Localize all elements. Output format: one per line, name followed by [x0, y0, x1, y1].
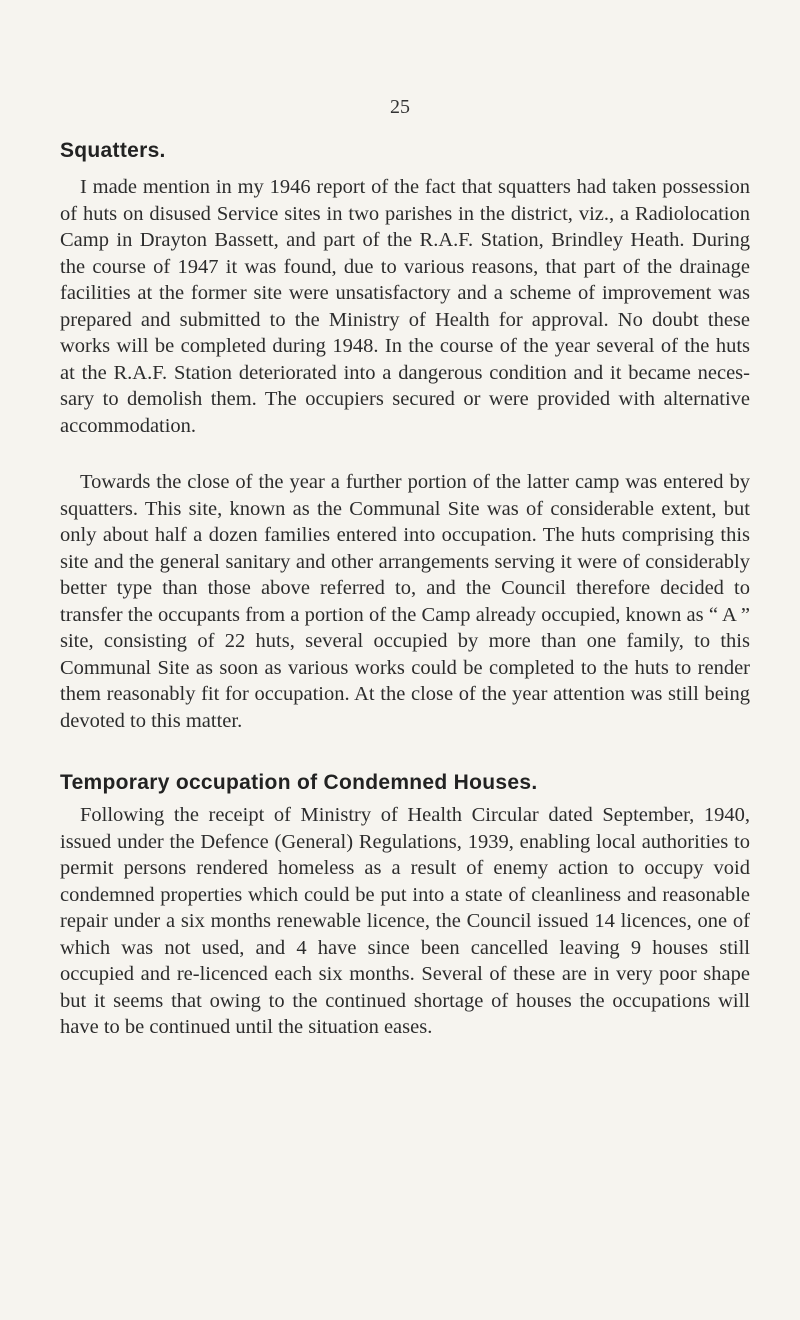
paragraph-condemned-houses-1: Following the receipt of Ministry of Health Circular dated September, 1940, issued under the Defence (General) Regulations, 1939, enabling local authorities to permit persons rendered homeless as a result of enemy action to occupy void condemned properties which could be put into a state of cleanliness and reasonable repair under a six months renewable licence, the Council issued 14 licences, one of which was not used, and 4 have since been cancelled leaving 9 houses still occupied and re-licenced each six months. Several of these are in very poor shape but it seems that owing to the continued shortage of houses the occupations will have to be continued until the situation eases.: [60, 804, 750, 1038]
document-body: [60, 138, 750, 1041]
page-number: 25: [390, 96, 410, 118]
paragraph-squatters-1: I made mention in my 1946 report of the fact that squatters had taken possession of huts on disused Service sites in two parishes in the district, viz., a Radiolocation Camp in Drayton Bassett, and part of the R.A.F. Station, Brindley Heath. During the course of 1947 it was found, due to various reasons, that part of the drainage facilities at the former site were unsatisfactory and a scheme of improvement was prepared and submitted to the Ministry of Health for approval. No doubt these works will be completed during 1948. In the course of the year several of the huts at the R.A.F. Station deteriorated into a dangerous condition and it became necessary to demolish them. The occupiers secured or were provided with alternative accommodation.: [60, 176, 750, 437]
section-heading-condemned-houses: Temporary occupation of Condemned Houses.: [60, 771, 538, 794]
paragraph-squatters-2: Towards the close of the year a further portion of the latter camp was entered by squatters. This site, known as the Communal Site was of considerable extent, but only about half a dozen families entered into occupation. The huts comprising this site and the general sanitary and other arrangements serving it were of considerably better type than those above referred to, and the Council therefore decided to transfer the occupants from a portion of the Camp already occupied, known as “ A ” site, consisting of 22 huts, several occupied by more than one family, to this Communal Site as soon as various works could be completed to the huts to render them reasonably fit for occupation. At the close of the year attention was still being devoted to this matter.: [60, 471, 750, 732]
section-heading-squatters: Squatters.: [60, 139, 166, 162]
